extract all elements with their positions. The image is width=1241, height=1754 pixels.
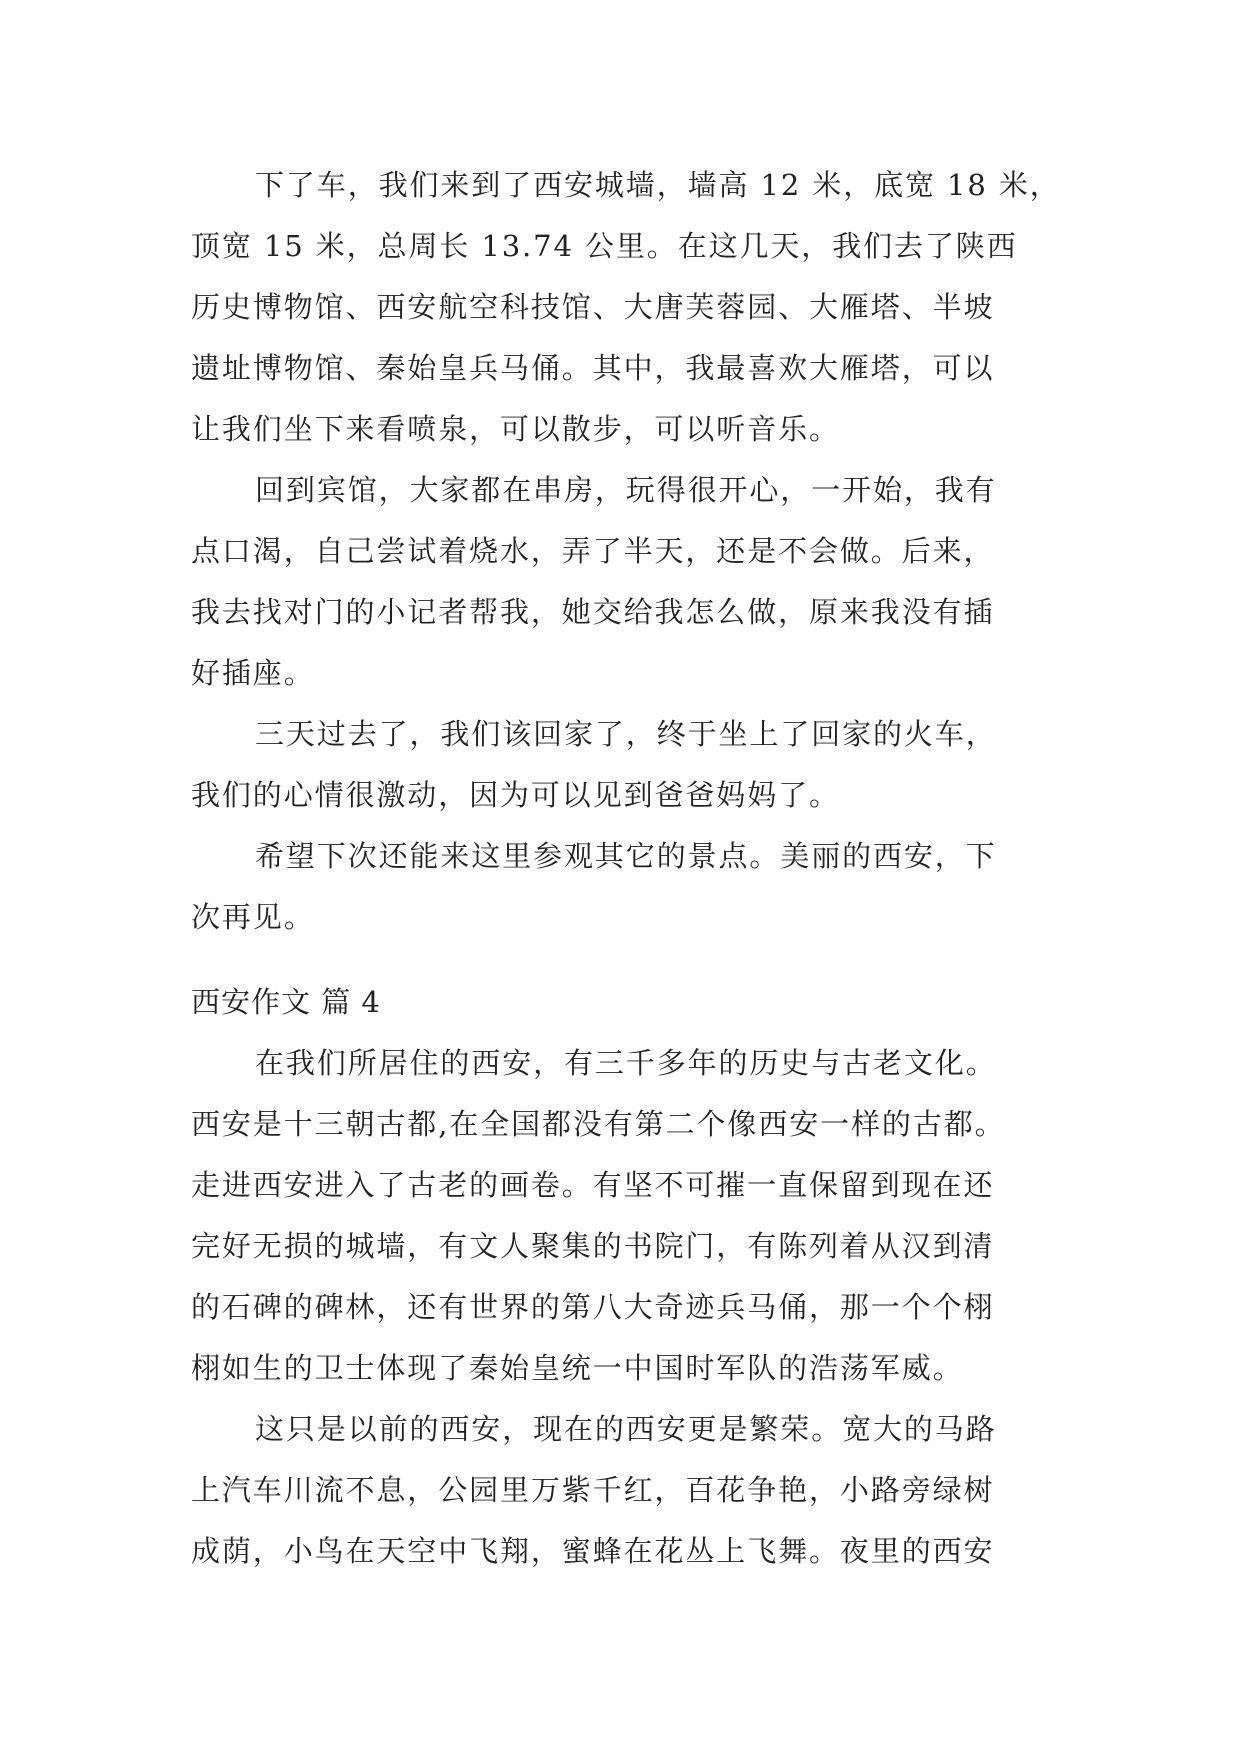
paragraph-line: 走进西安进入了古老的画卷。有坚不可摧一直保留到现在还 [191,1168,995,1202]
paragraph-line: 栩如生的卫士体现了秦始皇统一中国时军队的浩荡军威。 [191,1351,964,1385]
paragraph-line: 顶宽 15 米，总周长 13.74 公里。在这几天，我们去了陕西 [191,229,1018,263]
paragraph-line: 在我们所居住的西安，有三千多年的历史与古老文化。 [255,1046,997,1080]
paragraph-line: 好插座。 [191,656,315,690]
paragraph-line: 次再见。 [191,900,315,934]
paragraph-line: 完好无损的城墙，有文人聚集的书院门，有陈列着从汉到清 [191,1229,995,1263]
paragraph-line: 我去找对门的小记者帮我，她交给我怎么做，原来我没有插 [191,595,995,629]
paragraph-line: 成荫，小鸟在天空中飞翔，蜜蜂在花丛上飞舞。夜里的西安 [191,1534,995,1568]
paragraph-line: 三天过去了，我们该回家了，终于坐上了回家的火车， [255,717,997,751]
paragraph-line: 遗址博物馆、秦始皇兵马俑。其中，我最喜欢大雁塔，可以 [191,351,995,385]
section-heading: 西安作文 篇 4 [191,985,381,1019]
paragraph-line: 我们的心情很激动，因为可以见到爸爸妈妈了。 [191,778,840,812]
paragraph-line: 希望下次还能来这里参观其它的景点。美丽的西安，下 [255,839,997,873]
paragraph-line: 西安是十三朝古都,在全国都没有第二个像西安一样的古都。 [191,1107,1006,1141]
paragraph-line: 点口渴，自己尝试着烧水，弄了半天，还是不会做。后来， [191,534,995,568]
paragraph-line: 这只是以前的西安，现在的西安更是繁荣。宽大的马路 [255,1412,997,1446]
paragraph-line: 让我们坐下来看喷泉，可以散步，可以听音乐。 [191,412,840,446]
paragraph-line: 历史博物馆、西安航空科技馆、大唐芙蓉园、大雁塔、半坡 [191,290,995,324]
paragraph-line: 下了车，我们来到了西安城墙，墙高 12 米，底宽 18 米， [255,168,1061,202]
paragraph-line: 回到宾馆，大家都在串房，玩得很开心，一开始，我有 [255,473,997,507]
paragraph-line: 上汽车川流不息，公园里万紫千红，百花争艳，小路旁绿树 [191,1473,995,1507]
paragraph-line: 的石碑的碑林，还有世界的第八大奇迹兵马俑，那一个个栩 [191,1290,995,1324]
